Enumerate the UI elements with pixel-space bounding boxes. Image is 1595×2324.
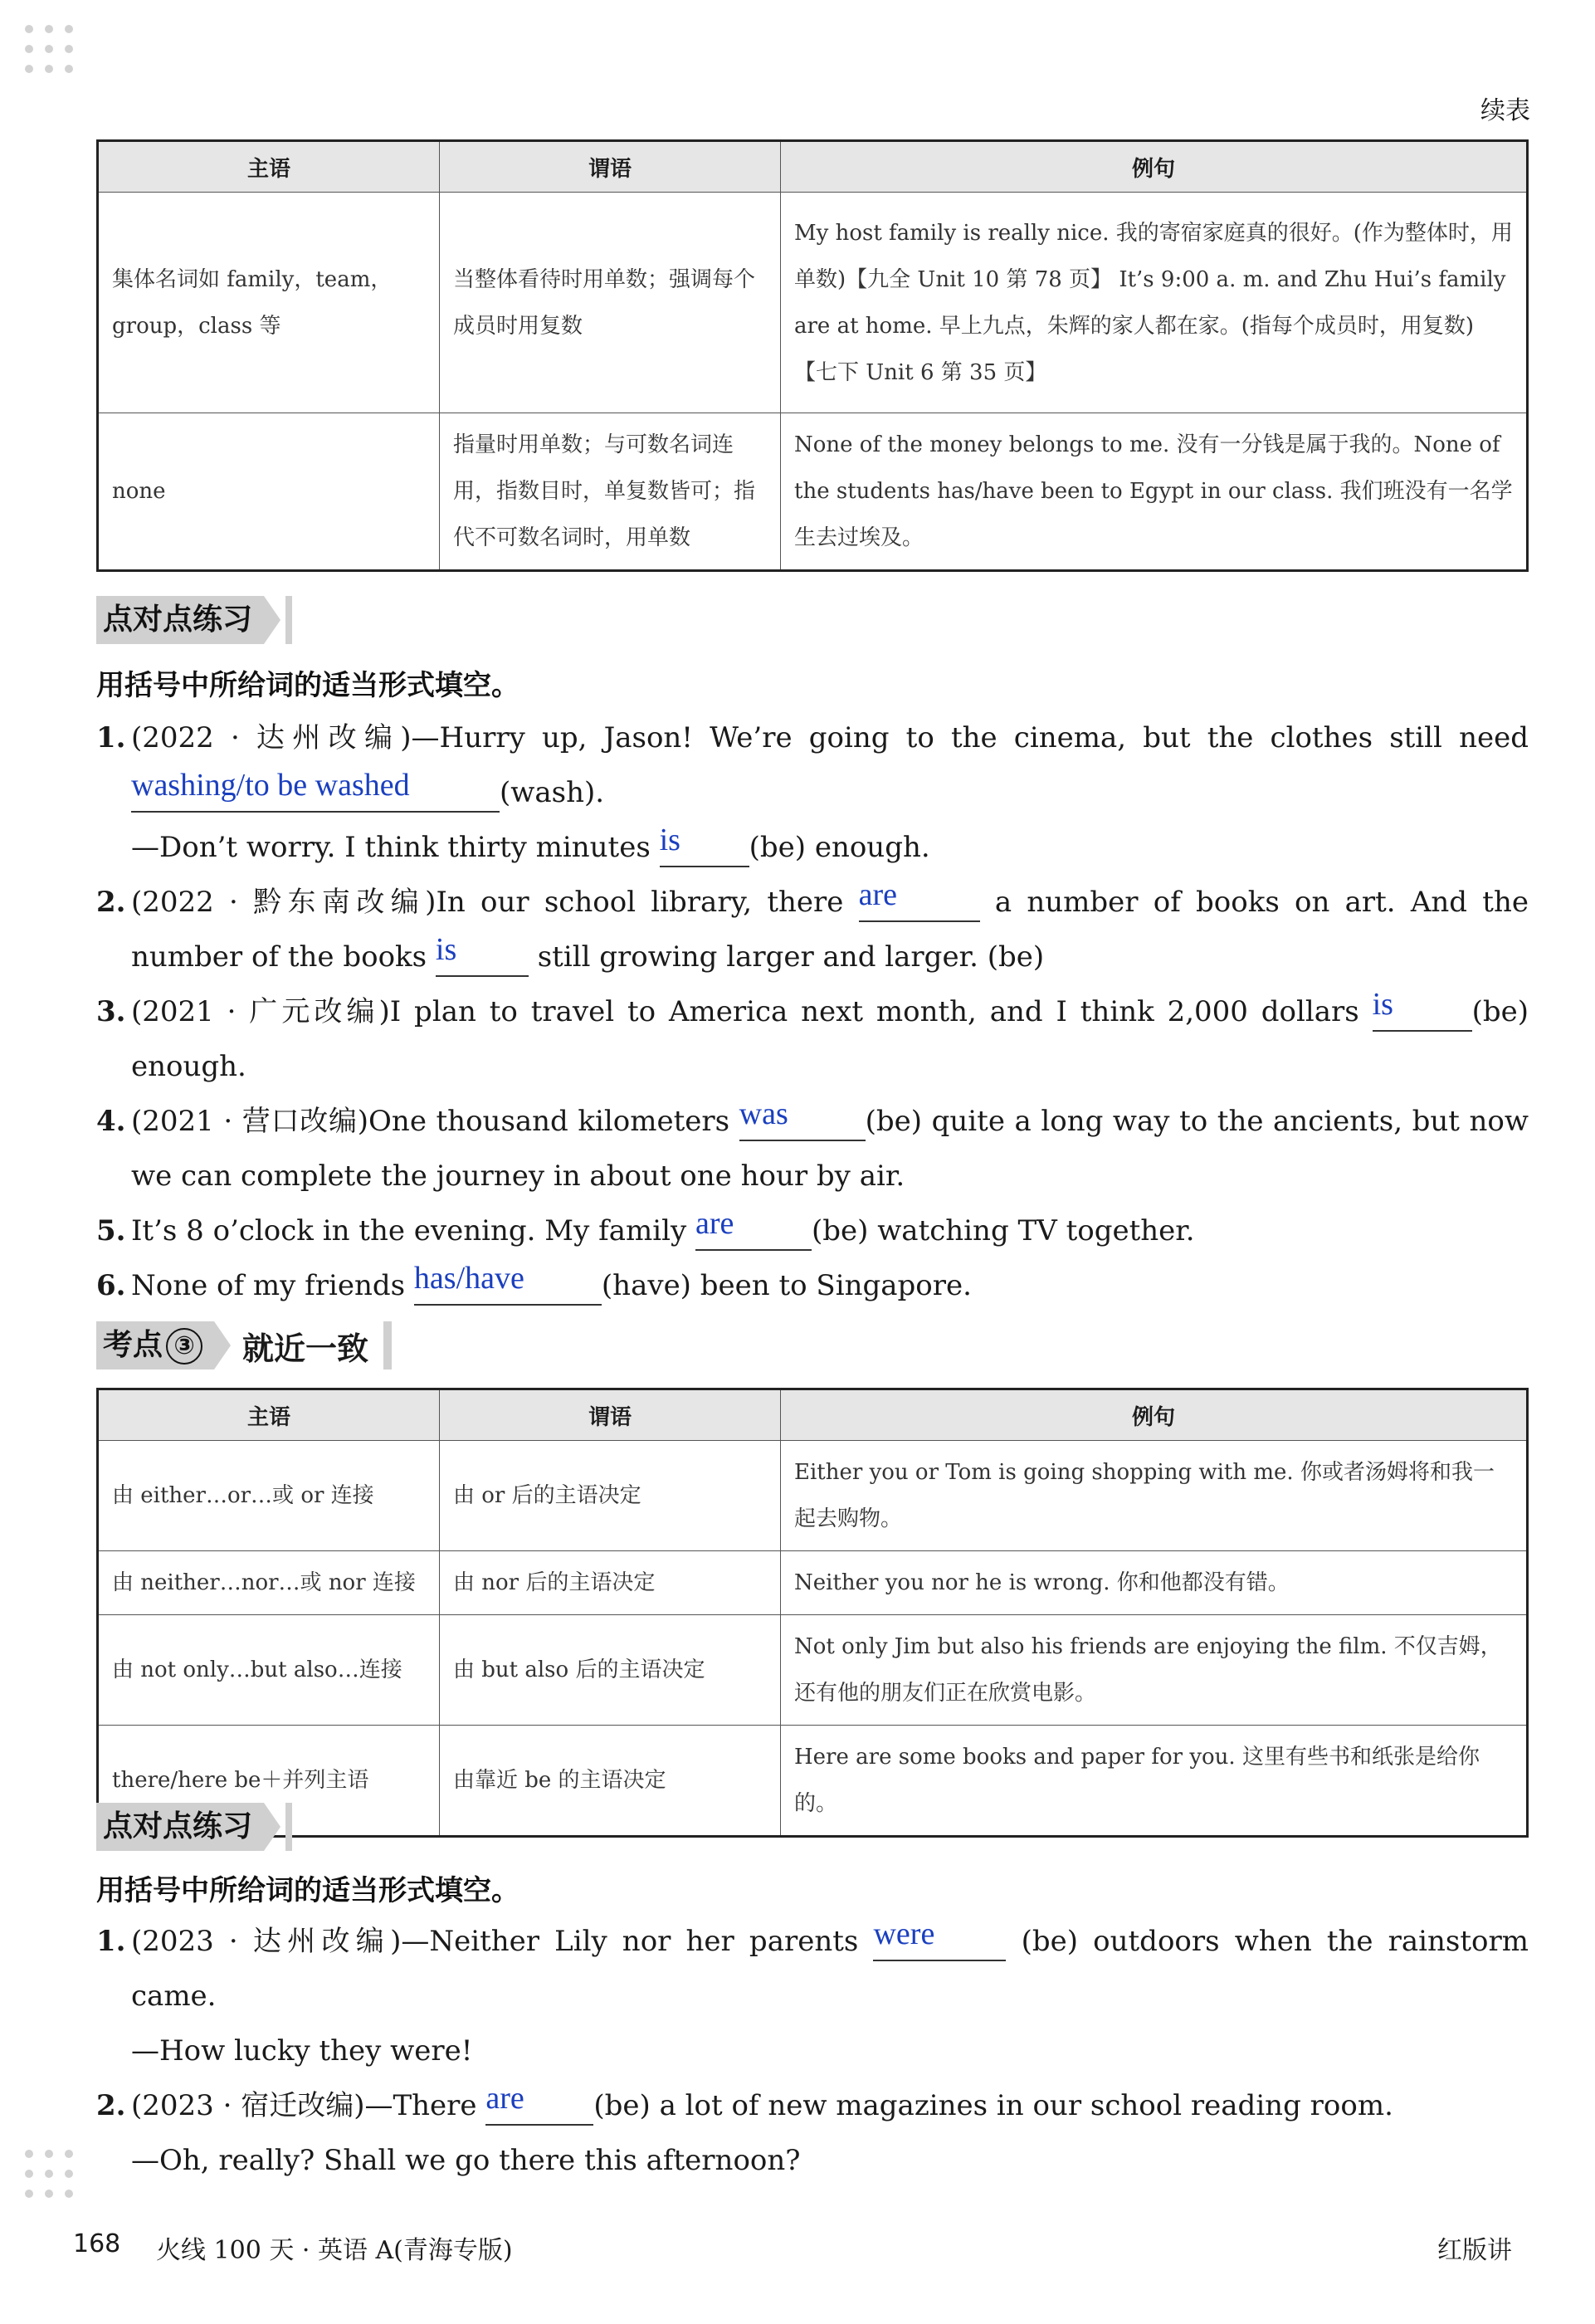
cell-example: Either you or Tom is going shopping with me. 你或者汤姆将和我一起去购物。 — [781, 1441, 1528, 1551]
instruction: 用括号中所给词的适当形式填空。 — [96, 1874, 519, 1907]
cell-predicate: 当整体看待时用单数；强调每个成员时用复数 — [440, 193, 781, 413]
question-1: 1. (2023 · 达州改编)—Neither Lily nor her parents were (be) outdoors when the rainstorm — [96, 1914, 1529, 1969]
header-predicate: 谓语 — [440, 1389, 781, 1441]
answer-blank[interactable]: is — [436, 938, 529, 977]
cell-example: Here are some books and paper for you. 这里有些书和纸张是给你的。 — [781, 1726, 1528, 1837]
table-row — [98, 413, 1528, 571]
practice-banner — [96, 1803, 292, 1851]
question-6: 6. None of my friends has/have (have) been to Singapore. — [96, 1258, 1529, 1313]
table-header-row — [98, 1389, 1528, 1441]
answer-blank[interactable]: are — [859, 883, 980, 922]
cell-subject: 由 not only…but also…连接 — [98, 1615, 440, 1726]
question-5: 5. It’s 8 o’clock in the evening. My family are (be) watching TV together. — [96, 1204, 1529, 1258]
corner-dots-bottom — [25, 2150, 73, 2198]
cell-subject: none — [98, 413, 440, 571]
book-title: 火线 100 天 · 英语 A(青海专版) — [156, 2236, 513, 2265]
cell-subject: 集体名词如 family，team，group，class 等 — [98, 193, 440, 413]
table-row — [98, 1615, 1528, 1726]
cell-subject: 由 neither…nor…或 nor 连接 — [98, 1551, 440, 1615]
cell-example: None of the money belongs to me. 没有一分钱是属于我的。None of the students has/have been to Egypt in our class. 我们班没有一名学生去过埃及。 — [781, 413, 1528, 571]
exercise-group-2: 1. (2023 · 达州改编)—Neither Lily nor her parents were (be) outdoors when the rainstorm came. —How lucky they were! 2. (2023 · 宿迁改编)—There are (be) a lot of new magazines in our school reading room. —Oh, really? Shall we go there this afternoon? — [96, 1914, 1529, 2188]
cell-predicate: 指量时用单数；与可数名词连用，指数目时，单复数皆可；指代不可数名词时，用单数 — [440, 413, 781, 571]
grammar-table-proximity — [96, 1388, 1529, 1838]
header-subject: 主语 — [98, 141, 440, 193]
continued-label: 续表 — [1480, 96, 1530, 125]
answer-blank[interactable]: is — [660, 828, 749, 867]
grammar-table-collective — [96, 139, 1529, 572]
header-subject: 主语 — [98, 1389, 440, 1441]
cell-predicate: 由靠近 be 的主语决定 — [440, 1726, 781, 1837]
edition-label: 红版讲 — [1437, 2236, 1512, 2265]
section-number: ③ — [166, 1328, 202, 1365]
question-2: 2. (2023 · 宿迁改编)—There are (be) a lot of new magazines in our school reading room. — [96, 2078, 1529, 2133]
header-example: 例句 — [781, 141, 1528, 193]
header-example: 例句 — [781, 1389, 1528, 1441]
cell-example: Neither you nor he is wrong. 你和他都没有错。 — [781, 1551, 1528, 1615]
answer-blank[interactable]: was — [739, 1102, 866, 1141]
table-row — [98, 1551, 1528, 1615]
practice-label: 点对点练习 — [96, 1803, 264, 1851]
question-3: 3. (2021 · 广元改编)I plan to travel to America next month, and I think 2,000 dollars is (be) — [96, 984, 1529, 1039]
corner-dots-top — [25, 25, 73, 73]
page-number: 168 — [73, 2229, 121, 2258]
section-banner — [96, 1321, 392, 1370]
answer-blank[interactable]: are — [485, 2087, 593, 2126]
exercise-group-1: 1. (2022 · 达州改编)—Hurry up, Jason! We’re going to the cinema, but the clothes still need washing/to be washed (wash). —Don’t worry. I think thirty minutes is (be) enough. 2. (2022 · 黔东南改编)In our school library, there are a number of books on art. And the number of the books is still growing larger and larger. (be) 3. (2021 · 广元改编)I plan to travel to America next month, and I think 2,000 dollars is (be) enough. 4. (2021 · 营口改编)One thousand kilometers was (be) quite a long way to the ancients, but now we can complete the journey in about one hour by air. 5. It’s 8 o’clock in the evening. My family are (be) watching TV together. 6. None of my friends has/have (have) been to Singapore. — [96, 710, 1529, 1313]
answer-blank[interactable]: is — [1373, 993, 1472, 1032]
instruction: 用括号中所给词的适当形式填空。 — [96, 669, 519, 702]
cell-predicate: 由 nor 后的主语决定 — [440, 1551, 781, 1615]
section-title: 就近一致 — [242, 1330, 369, 1367]
practice-banner — [96, 596, 292, 644]
question-2: 2. (2022 · 黔东南改编)In our school library, there are a number of books on art. And the — [96, 875, 1529, 930]
table-row — [98, 193, 1528, 413]
answer-blank[interactable]: are — [695, 1212, 812, 1251]
answer-blank[interactable]: were — [873, 1922, 1006, 1961]
section-label: 考点 — [103, 1328, 163, 1362]
answer-blank[interactable]: washing/to be washed — [131, 774, 500, 813]
header-predicate: 谓语 — [440, 141, 781, 193]
cell-example: My host family is really nice. 我的寄宿家庭真的很好。(作为整体时，用单数)【九全 Unit 10 第 78 页】 It’s 9:00 a. m. and Zhu Hui’s family are at home. 早上九点，朱辉的家人都在家。(指每个成员时，用复数)【七下 Unit 6 第 35 页】 — [781, 193, 1528, 413]
cell-subject: 由 either…or…或 or 连接 — [98, 1441, 440, 1551]
question-1: 1. (2022 · 达州改编)—Hurry up, Jason! We’re going to the cinema, but the clothes still need — [96, 721, 1529, 754]
practice-label: 点对点练习 — [96, 596, 264, 644]
cell-predicate: 由 but also 后的主语决定 — [440, 1615, 781, 1726]
cell-subject: there/here be＋并列主语 — [98, 1726, 440, 1837]
table-row — [98, 1441, 1528, 1551]
cell-predicate: 由 or 后的主语决定 — [440, 1441, 781, 1551]
cell-example: Not only Jim but also his friends are enjoying the film. 不仅吉姆，还有他的朋友们正在欣赏电影。 — [781, 1615, 1528, 1726]
question-4: 4. (2021 · 营口改编)One thousand kilometers was (be) quite a long way to the ancients, but now — [96, 1094, 1529, 1149]
answer-blank[interactable]: has/have — [414, 1267, 602, 1306]
table-header-row — [98, 141, 1528, 193]
table-row — [98, 1726, 1528, 1837]
